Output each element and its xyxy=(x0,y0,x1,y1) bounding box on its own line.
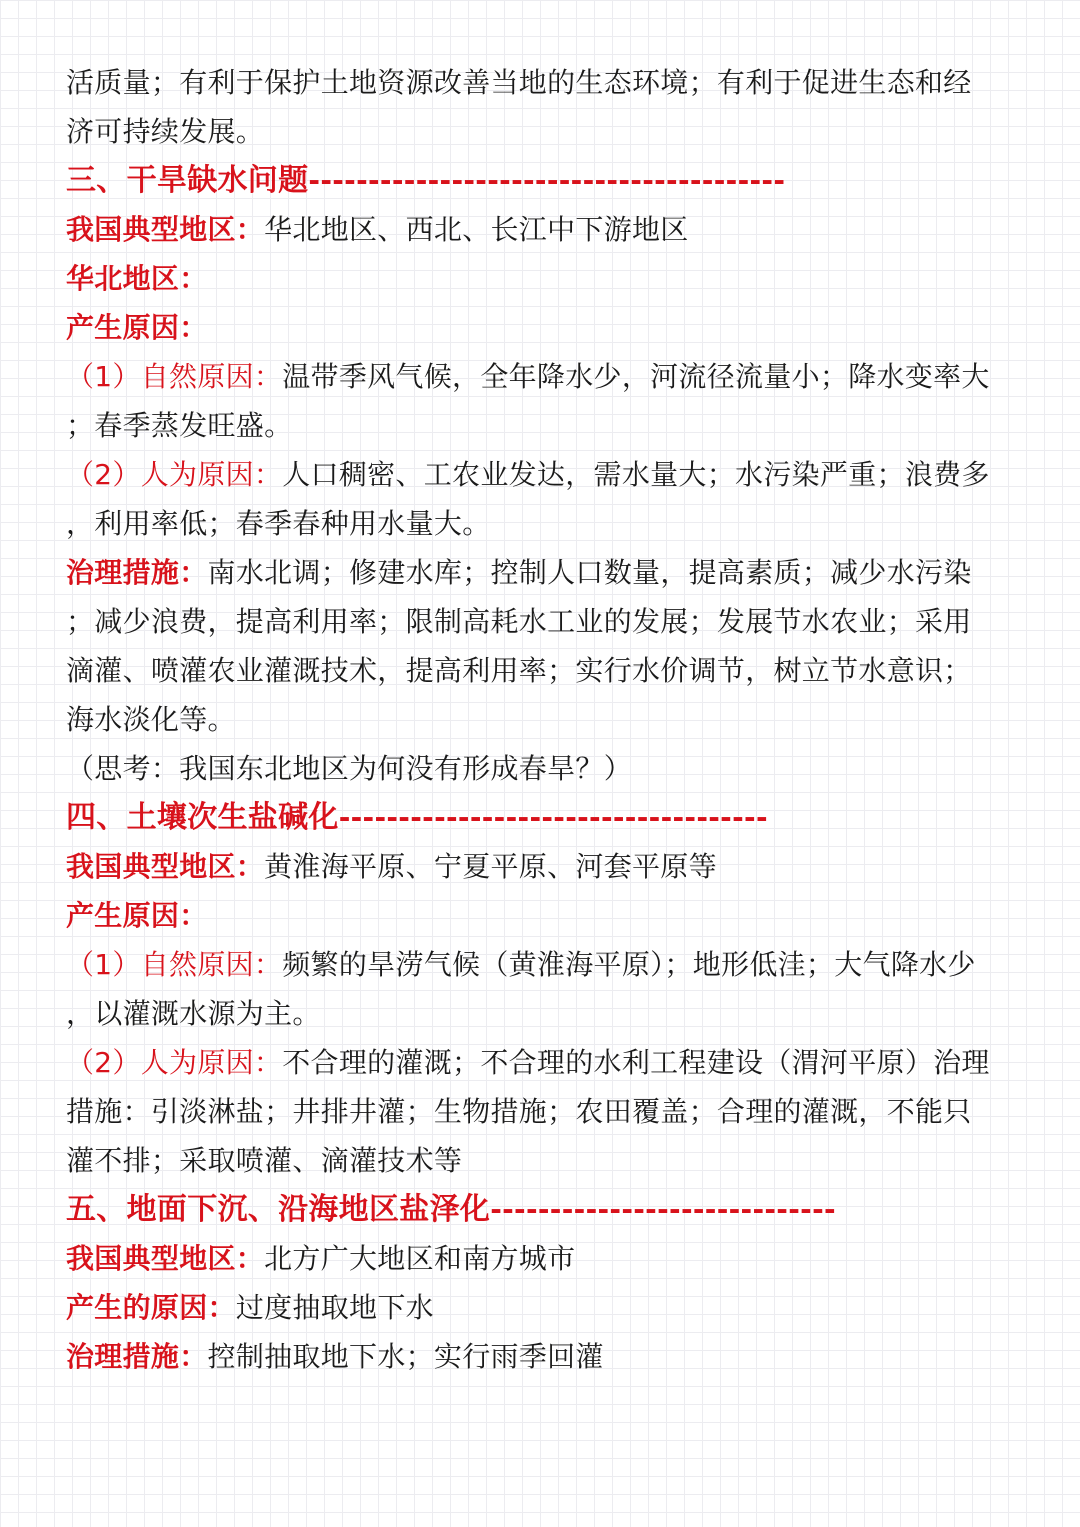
body-text: 过度抽取地下水 xyxy=(235,1291,434,1324)
body-text: 南水北调；修建水库；控制人口数量，提高素质；减少水污染 xyxy=(207,556,972,589)
text-line xyxy=(66,744,1010,793)
label-text: 治理措施： xyxy=(66,556,208,589)
cause-label: （2）人为原因： xyxy=(66,1046,283,1079)
body-text: 黄淮海平原、宁夏平原、河套平原等 xyxy=(264,850,717,883)
text-line xyxy=(66,254,1010,303)
cause-label: （1）自然原因： xyxy=(66,360,283,393)
text-line xyxy=(66,1087,1010,1136)
body-text: 人口稠密、工农业发达，需水量大；水污染严重；浪费多 xyxy=(282,458,990,491)
text-line xyxy=(66,597,1010,646)
heading-text: 四、土壤次生盐碱化 xyxy=(66,800,339,835)
section-heading xyxy=(66,1185,1010,1234)
body-text: 灌不排；采取喷灌、滴灌技术等 xyxy=(66,1144,463,1177)
body-text: ；减少浪费，提高利用率；限制高耗水工业的发展；发展节水农业；采用 xyxy=(66,605,972,638)
text-line xyxy=(66,940,1010,989)
body-text: 北方广大地区和南方城市 xyxy=(264,1242,576,1275)
text-line xyxy=(66,1136,1010,1185)
body-text: 措施：引淡淋盐；井排井灌；生物措施；农田覆盖；合理的灌溉，不能只 xyxy=(66,1095,972,1128)
text-line xyxy=(66,989,1010,1038)
body-text: ，以灌溉水源为主。 xyxy=(66,997,321,1030)
heading-rule: ---------------------------------------- xyxy=(308,164,786,197)
text-line xyxy=(66,1038,1010,1087)
text-line xyxy=(66,1283,1010,1332)
body-text: 控制抽取地下水；实行雨季回灌 xyxy=(207,1340,604,1373)
body-text: 活质量；有利于保护土地资源改善当地的生态环境；有利于促进生态和经 xyxy=(66,66,972,99)
label-text: 产生的原因： xyxy=(66,1291,236,1324)
cause-label: （1）自然原因： xyxy=(66,948,283,981)
heading-text: 五、地面下沉、沿海地区盐泽化 xyxy=(66,1192,491,1227)
text-line xyxy=(66,58,1010,107)
body-text: 海水淡化等。 xyxy=(66,703,236,736)
text-line xyxy=(66,352,1010,401)
text-line xyxy=(66,107,1010,156)
text-line xyxy=(66,646,1010,695)
text-line xyxy=(66,1332,1010,1381)
text-line xyxy=(66,842,1010,891)
heading-rule: ----------------------------- xyxy=(490,1193,836,1226)
text-line xyxy=(66,450,1010,499)
label-text: 我国典型地区： xyxy=(66,850,265,883)
label-text: 产生原因： xyxy=(66,311,208,344)
text-line xyxy=(66,548,1010,597)
text-line xyxy=(66,401,1010,450)
label-text: 我国典型地区： xyxy=(66,213,265,246)
body-text: 华北地区、西北、长江中下游地区 xyxy=(264,213,689,246)
text-line xyxy=(66,303,1010,352)
body-text: 频繁的旱涝气候（黄淮海平原）；地形低洼；大气降水少 xyxy=(282,948,976,981)
text-line xyxy=(66,205,1010,254)
heading-rule: ------------------------------------ xyxy=(338,801,768,834)
text-line xyxy=(66,891,1010,940)
label-text: 治理措施： xyxy=(66,1340,208,1373)
section-heading xyxy=(66,156,1010,205)
body-text: 温带季风气候，全年降水少，河流径流量小；降水变率大 xyxy=(282,360,990,393)
text-line xyxy=(66,695,1010,744)
text-line xyxy=(66,499,1010,548)
text-line xyxy=(66,1234,1010,1283)
cause-label: （2）人为原因： xyxy=(66,458,283,491)
label-text: 产生原因： xyxy=(66,899,208,932)
body-text: 济可持续发展。 xyxy=(66,115,265,148)
label-text: 我国典型地区： xyxy=(66,1242,265,1275)
body-text: ；春季蒸发旺盛。 xyxy=(66,409,293,442)
body-text: （思考：我国东北地区为何没有形成春旱？） xyxy=(66,752,633,785)
heading-text: 三、干旱缺水问题 xyxy=(66,163,309,198)
body-text: ，利用率低；春季春种用水量大。 xyxy=(66,507,491,540)
body-text: 不合理的灌溉；不合理的水利工程建设（渭河平原）治理 xyxy=(282,1046,990,1079)
section-heading xyxy=(66,793,1010,842)
label-text: 华北地区： xyxy=(66,262,208,295)
body-text: 滴灌、喷灌农业灌溉技术，提高利用率；实行水价调节，树立节水意识； xyxy=(66,654,972,687)
